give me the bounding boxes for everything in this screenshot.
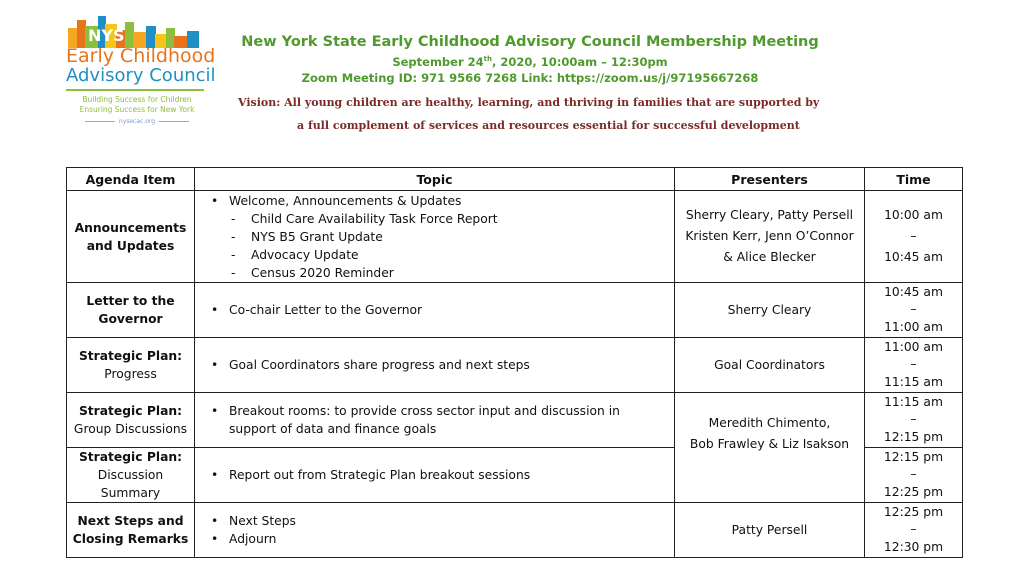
table-row [67,191,963,283]
time-cell: 10:00 am – 10:45 am [865,191,963,283]
logo-tagline-2: Ensuring Success for New York [79,105,195,114]
ecac-logo [62,14,216,132]
time-cell: 11:00 am – 11:15 am [865,338,963,393]
list-item: - Census 2020 Reminder [229,264,674,282]
header-time: Time [865,168,963,191]
topic-cell [195,503,675,558]
table-header-row [67,168,963,191]
table-row [67,503,963,558]
header-agenda-item: Agenda Item [67,168,195,191]
presenters-cell: Goal Coordinators [675,338,865,393]
topic-cell [195,338,675,393]
list-item: • Adjourn [209,530,674,548]
presenters-cell: Meredith Chimento, Bob Frawley & Liz Isakson [675,393,865,503]
logo-divider [66,89,204,91]
list-item: - Advocacy Update [229,246,674,264]
logo-tagline-1: Building Success for Children [82,95,192,104]
presenters-cell: Sherry Cleary, Patty Persell Kristen Kerr, Jenn O’Connor & Alice Blecker [675,191,865,283]
agenda-item-cell: Next Steps and Closing Remarks [67,503,195,558]
header-topic: Topic [195,168,675,191]
list-item: - NYS B5 Grant Update [229,228,674,246]
time-cell: 12:15 pm – 12:25 pm [865,448,963,503]
agenda-table [66,167,963,558]
logo-url: nysecac.org [62,118,212,125]
list-item: • Welcome, Announcements & Updates [209,192,674,210]
presenters-cell: Patty Persell [675,503,865,558]
time-cell: 10:45 am – 11:00 am [865,283,963,338]
agenda-item-cell: Strategic Plan: Progress [67,338,195,393]
topic-cell [195,283,675,338]
list-item: • Report out from Strategic Plan breakout sessions [209,466,674,484]
table-row [67,338,963,393]
vision-line-2: a full complement of services and resources essential for successful development [297,119,800,132]
logo-nys-text: NYS [88,26,125,45]
table-row [67,393,963,448]
agenda-item-cell: Letter to the Governor [67,283,195,338]
list-item: • Co-chair Letter to the Governor [209,301,674,319]
vision-line-1: Vision: All young children are healthy, learning, and thriving in families that are supported by [238,96,820,109]
header-presenters: Presenters [675,168,865,191]
topic-cell [195,448,675,503]
time-cell: 12:25 pm – 12:30 pm [865,503,963,558]
meeting-date: September 24th, 2020, 10:00am – 12:30pm [392,55,668,69]
agenda-item-cell: Strategic Plan: Discussion Summary [67,448,195,503]
topic-cell [195,191,675,283]
topic-cell [195,393,675,448]
agenda-item-cell: Announcements and Updates [67,191,195,283]
agenda-item-cell: Strategic Plan: Group Discussions [67,393,195,448]
list-item: • Breakout rooms: to provide cross sector input and discussion in support of data and finance goals [209,402,674,438]
zoom-info: Zoom Meeting ID: 971 9566 7268 Link: https://zoom.us/j/97195667268 [301,71,759,85]
table-row [67,283,963,338]
list-item: - Child Care Availability Task Force Report [229,210,674,228]
list-item: • Next Steps [209,512,674,530]
time-cell: 11:15 am – 12:15 pm [865,393,963,448]
list-item: • Goal Coordinators share progress and next steps [209,356,674,374]
meeting-title: New York State Early Childhood Advisory Council Membership Meeting [241,34,819,50]
logo-line-2: Advisory Council [66,65,216,86]
logo-line-1: NYS Early Childhood [66,26,216,67]
presenters-cell: Sherry Cleary [675,283,865,338]
